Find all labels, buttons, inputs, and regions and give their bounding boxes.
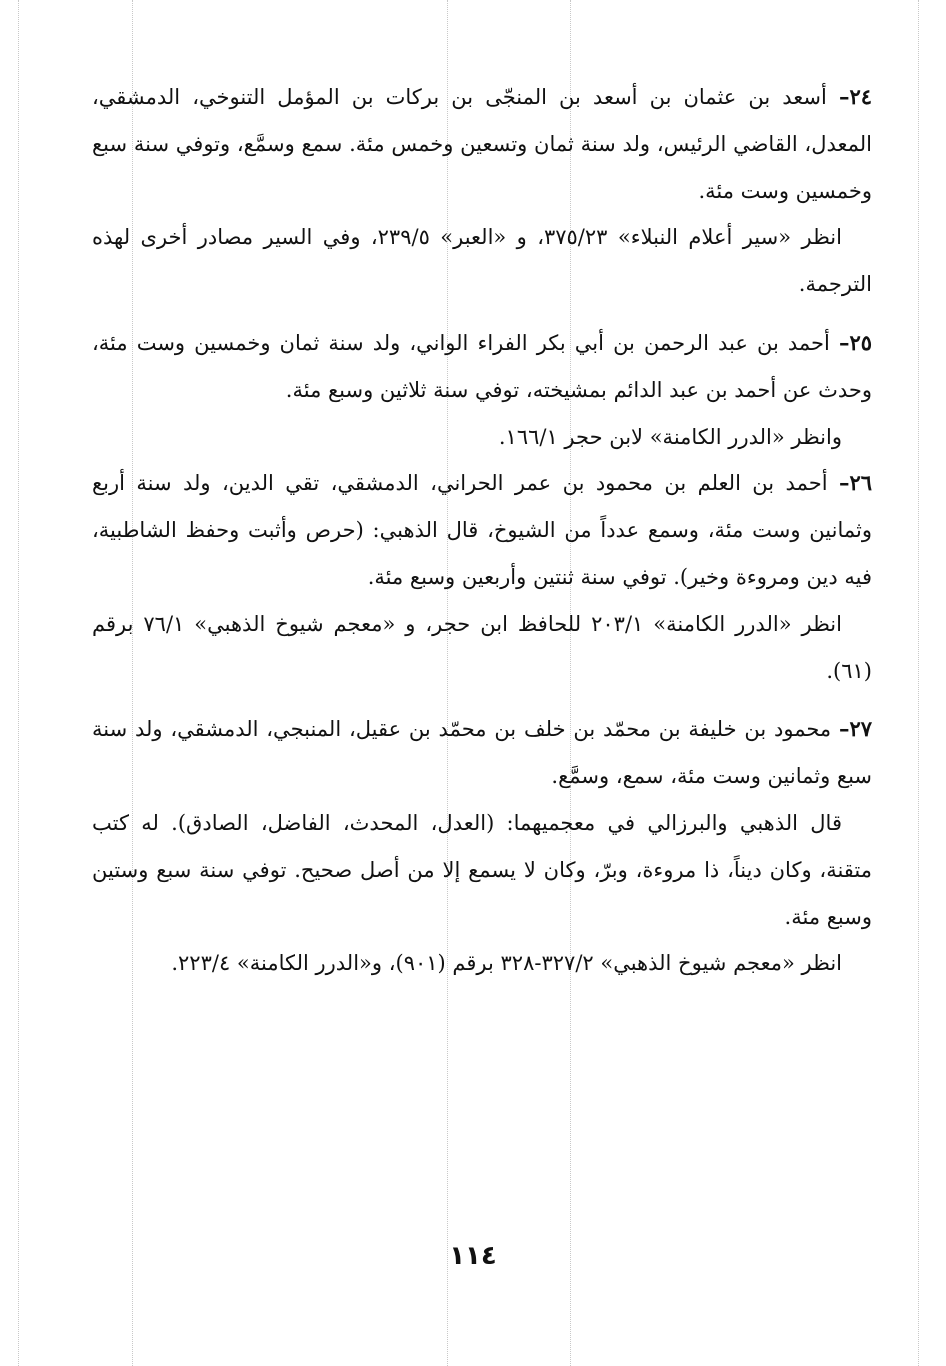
entry-26-bio [92, 460, 872, 600]
entry-number: ٢٧– [838, 716, 872, 742]
entry-bio-text: محمود بن خليفة بن محمّد بن خلف بن محمّد بن عقيل، المنبجي، الدمشقي، ولد سنة سبع وثمانين وست مئة، سمع، وسمَّع. [92, 717, 872, 789]
entry-24-reference: انظر «سير أعلام النبلاء» ٣٧٥/٢٣، و «العبر» ٢٣٩/٥، وفي السير مصادر أخرى لهذه الترجمة. [92, 225, 872, 297]
entry-26-reference: انظر «الدرر الكامنة» ٢٠٣/١ للحافظ ابن حجر، و «معجم شيوخ الذهبي» ٧٦/١ برقم (٦١). [92, 611, 872, 683]
page-number: ١١٤ [449, 1241, 497, 1271]
entry-bio-text: أحمد بن العلم بن محمود بن عمر الحراني، الدمشقي، تقي الدين، ولد سنة أربع وثمانين وست مئة، وسمع عدداً من الشيوخ، قال الذهبي: (حرص وأثبت وحفظ الشاطبية، فيه دين ومروءة وخير). توفي سنة ثنتين وأربعين وسبع مئة. [92, 471, 872, 589]
scan-guide-line [18, 0, 19, 1366]
entry-27-reference: انظر «معجم شيوخ الذهبي» ٣٢٧/٢-٣٢٨ برقم (٩٠١)، و«الدرر الكامنة» ٢٢٣/٤. [171, 951, 842, 976]
entry-24-bio [92, 74, 872, 214]
entry-number: ٢٤– [838, 84, 872, 109]
entry-number: ٢٥– [838, 329, 872, 355]
page-body [92, 74, 872, 987]
scan-guide-line [918, 0, 919, 1366]
entry-number: ٢٦– [838, 470, 872, 496]
entry-27-bio [92, 706, 872, 800]
entry-25-bio [92, 320, 872, 414]
entry-bio-text: أحمد بن عبد الرحمن بن أبي بكر الفراء الواني، ولد سنة ثمان وخمسين وست مئة، وحدث عن أحمد بن عبد الدائم بمشيخته، توفي سنة ثلاثين وسبع مئة. [92, 330, 872, 402]
entry-27-quote: قال الذهبي والبرزالي في معجميهما: (العدل، المحدث، الفاضل، الصادق). له كتب متقنة، وكان ديناً، ذا مروءة، وبرّ، وكان لا يسمع إلا من أصل صحيح. توفي سنة سبع وستين وسبع مئة. [92, 810, 872, 929]
entry-25-reference: وانظر «الدرر الكامنة» لابن حجر ١٦٦/١. [498, 424, 842, 449]
entry-bio-text: أسعد بن عثمان بن أسعد بن المنجّى بن بركات بن المؤمل التنوخي، الدمشقي، المعدل، القاضي الرئيس، ولد سنة ثمان وتسعين وخمس مئة. سمع وسمَّع، وتوفي سنة سبع وخمسين وست مئة. [92, 85, 872, 203]
